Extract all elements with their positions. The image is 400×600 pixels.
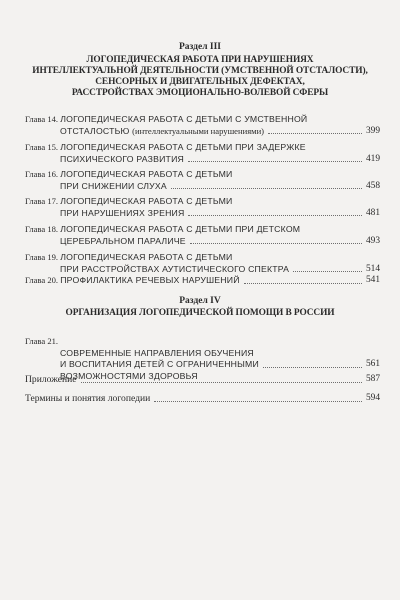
page-number: 587 xyxy=(365,374,380,384)
section-4-heading xyxy=(0,296,400,319)
dot-leader xyxy=(190,243,362,244)
dot-leader xyxy=(188,215,361,216)
toc-entry-chapter-20[interactable]: Глава 20. ПРОФИЛАКТИКА РЕЧЕВЫХ НАРУШЕНИЙ 541 xyxy=(25,275,380,285)
page-number: 493 xyxy=(365,235,380,246)
dot-leader xyxy=(293,271,362,272)
page-number: 561 xyxy=(365,359,380,369)
page-number: 541 xyxy=(365,275,380,285)
toc-entry-chapter-17[interactable]: Глава 17. ЛОГОПЕДИЧЕСКАЯ РАБОТА С ДЕТЬМИ ПРИ НАРУШЕНИЯХ ЗРЕНИЯ 481 xyxy=(25,196,380,218)
dot-leader xyxy=(263,367,362,368)
dot-leader xyxy=(244,283,362,284)
dot-leader xyxy=(268,133,362,134)
page-number: 419 xyxy=(365,153,380,164)
section-3-heading xyxy=(0,42,400,99)
toc-entry-chapter-15[interactable]: Глава 15. ЛОГОПЕДИЧЕСКАЯ РАБОТА С ДЕТЬМИ ПРИ ЗАДЕРЖКЕ ПСИХИЧЕСКОГО РАЗВИТИЯ 419 xyxy=(25,142,380,164)
toc-entry-chapter-14[interactable]: Глава 14. ЛОГОПЕДИЧЕСКАЯ РАБОТА С ДЕТЬМИ С УМСТВЕННОЙ ОТСТАЛОСТЬЮ (интеллектуальными нарушениями) 399 xyxy=(25,114,380,136)
dot-leader xyxy=(154,401,362,402)
dot-leader xyxy=(81,382,362,383)
toc-entry-chapter-19[interactable]: Глава 19. ЛОГОПЕДИЧЕСКАЯ РАБОТА С ДЕТЬМИ ПРИ РАССТРОЙСТВАХ АУТИСТИЧЕСКОГО СПЕКТРА 514 xyxy=(25,252,380,274)
toc-entry-chapter-21[interactable]: Глава 21. СОВРЕМЕННЫЕ НАПРАВЛЕНИЯ ОБУЧЕНИЯ И ВОСПИТАНИЯ ДЕТЕЙ С ОГРАНИЧЕННЫМИ 561 ВОЗМОЖНОСТЯМИ ЗДОРОВЬЯ xyxy=(25,336,380,381)
toc-entry-glossary[interactable]: Термины и понятия логопедии 594 xyxy=(25,393,380,404)
page-number: 481 xyxy=(365,207,380,218)
section-number: Раздел IV xyxy=(179,296,221,306)
section-title: ОРГАНИЗАЦИЯ ЛОГОПЕДИЧЕСКОЙ ПОМОЩИ В РОССИИ xyxy=(65,308,335,318)
toc-entry-appendix[interactable]: Приложение 587 xyxy=(25,374,380,385)
page-number: 594 xyxy=(365,393,380,403)
toc-entry-chapter-18[interactable]: Глава 18. ЛОГОПЕДИЧЕСКАЯ РАБОТА С ДЕТЬМИ ПРИ ДЕТСКОМ ЦЕРЕБРАЛЬНОМ ПАРАЛИЧЕ 493 xyxy=(25,224,380,246)
dot-leader xyxy=(171,188,362,189)
page-number: 514 xyxy=(365,263,380,274)
page-number: 458 xyxy=(365,180,380,191)
dot-leader xyxy=(188,161,362,162)
page-number: 399 xyxy=(365,125,380,136)
section-number: Раздел III xyxy=(178,42,222,52)
toc-entry-chapter-16[interactable]: Глава 16. ЛОГОПЕДИЧЕСКАЯ РАБОТА С ДЕТЬМИ ПРИ СНИЖЕНИИ СЛУХА 458 xyxy=(25,169,380,191)
section-title: ЛОГОПЕДИЧЕСКАЯ РАБОТА ПРИ НАРУШЕНИЯХ ИНТЕЛЛЕКТУАЛЬНОЙ ДЕЯТЕЛЬНОСТИ (УМСТВЕННОЙ ОТСТАЛОСТИ), СЕНСОРНЫХ И ДВИГАТЕЛЬНЫХ ДЕФЕКТАХ, РАССТРОЙСТВАХ ЭМОЦИОНАЛЬНО-ВОЛЕВОЙ СФЕРЫ xyxy=(32,55,368,98)
